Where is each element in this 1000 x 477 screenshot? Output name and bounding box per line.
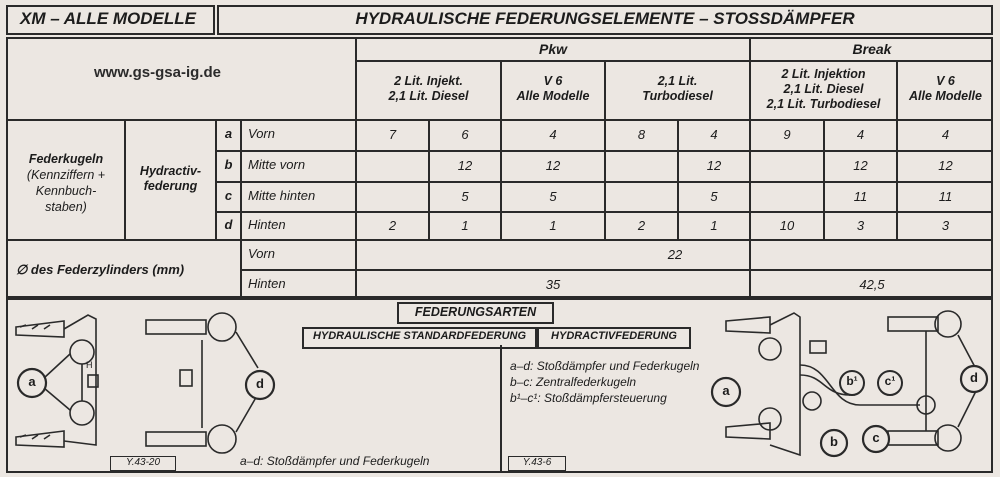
- legend-line: b–c: Zentralfederkugeln: [510, 375, 637, 389]
- group-break: Break: [852, 41, 892, 57]
- table-cell: 3: [856, 218, 865, 233]
- table-cell: 1: [710, 218, 718, 233]
- cylinder-hinten-label: Hinten: [248, 276, 286, 291]
- table-cell: 5: [549, 189, 557, 204]
- table-cell: 12: [706, 158, 722, 173]
- row-letter: d: [224, 217, 233, 232]
- legend: [510, 358, 699, 406]
- row-position: Mitte hinten: [248, 188, 316, 203]
- row-position: Vorn: [248, 126, 275, 141]
- table-cell: 10: [779, 218, 795, 233]
- cylinder-vorn-value: 22: [667, 247, 683, 262]
- group-pkw: Pkw: [538, 41, 567, 57]
- table-cell: 12: [853, 158, 868, 173]
- table-cell: 1: [549, 218, 557, 233]
- model-title: XM – ALLE MODELLE: [20, 9, 196, 28]
- watermark: www.gs-gsa-ig.de: [94, 64, 221, 81]
- figure-tag-right-label: Y.43-6: [522, 457, 552, 468]
- cylinder-vorn-label: Vorn: [248, 246, 275, 261]
- legend-line: a–d: Stoßdämpfer und Federkugeln: [510, 359, 700, 373]
- table-cell: 4: [710, 127, 718, 142]
- valve-mark: H: [86, 360, 93, 370]
- table-cell: 2: [637, 218, 646, 233]
- col-header: 2 Lit. Injekt. 2,1 Lit. Diesel: [388, 74, 469, 103]
- table-cell: 6: [461, 127, 469, 142]
- col-header: V 6 Alle Modelle: [516, 74, 590, 103]
- callout-a-left-label: a: [28, 374, 36, 389]
- table-cell: 12: [545, 158, 561, 173]
- callout-c-label: c: [872, 430, 880, 445]
- table-cell: 12: [457, 158, 473, 173]
- table-cell: 4: [549, 127, 557, 142]
- hydractiv-label: Hydractiv- federung: [139, 164, 202, 193]
- row-letter: a: [224, 126, 233, 141]
- table-cell: 8: [637, 127, 646, 142]
- col-header: V 6 Alle Modelle: [909, 74, 982, 103]
- rule: [240, 269, 993, 271]
- callout-a-right-label: a: [722, 383, 730, 398]
- table-cell: 5: [710, 189, 718, 204]
- row-letter: b: [224, 157, 233, 172]
- col-header: 2 Lit. Injektion 2,1 Lit. Diesel 2,1 Lit. Turbodiesel: [766, 67, 881, 111]
- table-cell: 11: [853, 189, 868, 204]
- table-cell: 4: [941, 127, 950, 142]
- cylinder-label: ∅ des Federzylinders (mm): [16, 262, 185, 277]
- federungsarten-title: FEDERUNGSARTEN: [414, 305, 537, 319]
- callout-a-left-leaders: [40, 348, 100, 418]
- table-cell: 12: [938, 158, 953, 173]
- rule: [6, 239, 993, 241]
- rule: [240, 119, 242, 298]
- federkugeln-label: Federkugeln (Kennziffern + Kennbuch- staben): [26, 152, 106, 214]
- figure-tag-left-label: Y.43-20: [125, 457, 161, 468]
- table-cell: 3: [941, 218, 950, 233]
- table-cell: 1: [461, 218, 469, 233]
- main-title: HYDRAULISCHE FEDERUNGSELEMENTE – STOSSDÄMPFER: [355, 9, 855, 28]
- cylinder-hinten-pkw: 35: [545, 277, 561, 292]
- hydractiv-title: HYDRACTIVFEDERUNG: [551, 330, 677, 342]
- callout-d-right-label: d: [970, 370, 978, 385]
- row-letter: c: [224, 188, 233, 203]
- callout-c1-label: c¹: [884, 374, 896, 388]
- standard-title: HYDRAULISCHE STANDARDFEDERUNG: [312, 330, 527, 342]
- table-cell: 2: [388, 218, 397, 233]
- row-position: Hinten: [248, 217, 286, 232]
- left-caption: a–d: Stoßdämpfer und Federkugeln: [240, 454, 430, 468]
- table-cell: 11: [938, 189, 953, 204]
- table-cell: 9: [783, 127, 791, 142]
- callout-b1-label: b¹: [846, 374, 858, 388]
- legend-line: b¹–c¹: Stoßdämpfersteuerung: [510, 391, 667, 405]
- table-cell: 4: [856, 127, 865, 142]
- table-cell: 5: [461, 189, 469, 204]
- row-position: Mitte vorn: [248, 157, 306, 172]
- cylinder-hinten-break: 42,5: [859, 277, 885, 292]
- callout-d-left-label: d: [256, 376, 264, 391]
- rule: [500, 345, 502, 473]
- callout-b-label: b: [830, 434, 838, 449]
- table-cell: 7: [388, 127, 397, 142]
- col-header: 2,1 Lit. Turbodiesel: [642, 74, 713, 103]
